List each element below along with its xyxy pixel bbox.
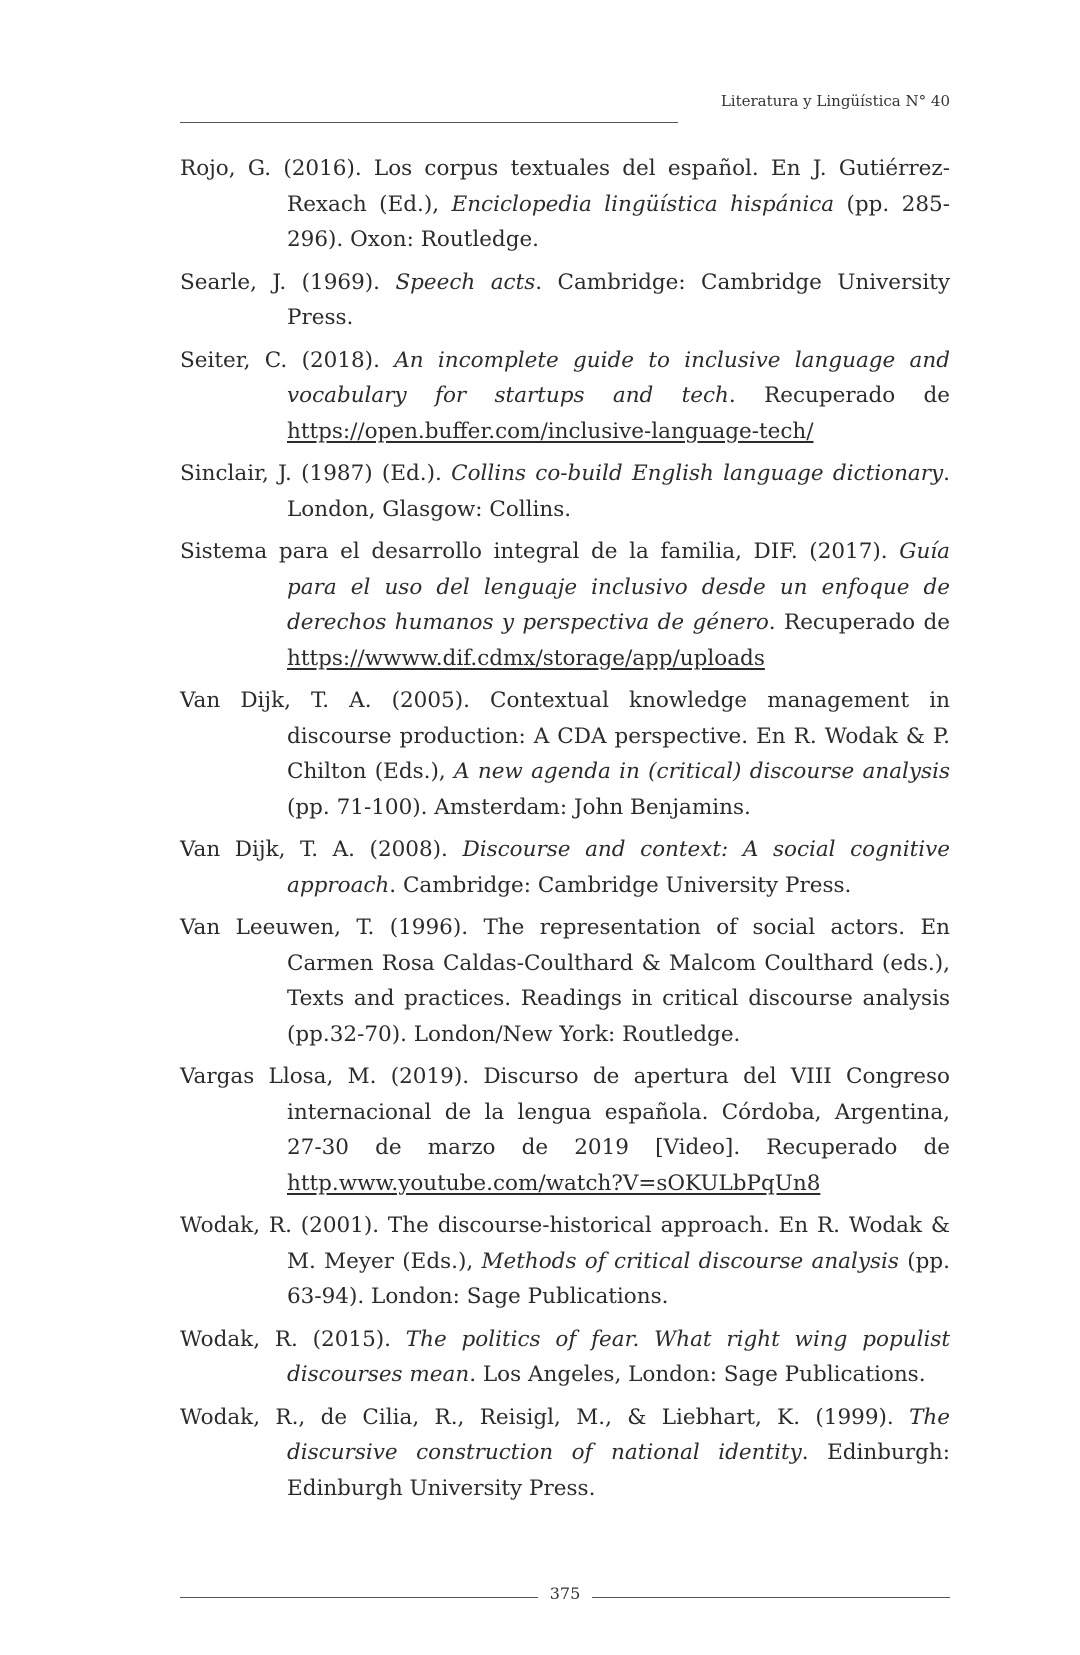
reference-title: Enciclopedia lingüística hispánica	[451, 191, 835, 217]
reference-text: Wodak, R. (2001). The discourse-historical approach. En R. Wodak & M. Meyer (Eds.),	[180, 1213, 950, 1274]
reference-vandijk-2008	[180, 832, 950, 903]
reference-text: Sinclair, J. (1987) (Ed.).	[180, 461, 452, 486]
reference-title: Speech acts	[395, 269, 536, 295]
reference-text: . Edinburgh: Edinburgh University Press.	[287, 1440, 951, 1501]
reference-wodak-2015	[180, 1322, 950, 1393]
page-number: 375	[549, 1584, 581, 1603]
running-title: Literatura y Lingüística N° 40	[720, 92, 950, 110]
reference-sinclair	[180, 456, 950, 527]
reference-title: An incomplete guide to inclusive language and vocabulary for startups and tech	[287, 347, 950, 408]
reference-link[interactable]: http.www.youtube.com/watch?V=sOKULbPqUn8	[287, 1170, 821, 1196]
reference-text: Wodak, R. (2015).	[180, 1326, 406, 1352]
reference-text: Van Dijk, T. A. (2005). Contextual knowledge management in discourse production: A CDA perspective. En R. Wodak & P. Chilton (Eds.),	[180, 688, 950, 784]
reference-text: Van Leeuwen, T. (1996). The representation of social actors. En Carmen Rosa Caldas-Coulthard & Malcom Coulthard (eds.), Texts and practices. Readings in critical discourse analysis (pp.32-70). London/New York: Routledge.	[180, 915, 950, 1047]
reference-text: . London, Glasgow: Collins.	[287, 461, 950, 522]
reference-rojo	[180, 151, 950, 258]
reference-vanleeuwen	[180, 910, 950, 1052]
reference-title: Methods of critical discourse analysis	[481, 1248, 899, 1274]
reference-text: . Recuperado de	[768, 610, 950, 635]
reference-list	[180, 151, 950, 1513]
reference-text: (pp. 63-94). London: Sage Publications.	[287, 1248, 950, 1309]
reference-text: Searle, J. (1969).	[180, 269, 396, 295]
reference-title: The discursive construction of national identity	[287, 1404, 950, 1465]
reference-title: The politics of fear. What right wing populist discourses mean	[287, 1326, 950, 1387]
reference-title: Discourse and context: A social cognitive approach	[287, 837, 950, 898]
reference-text: Wodak, R., de Cilia, R., Reisigl, M., & Liebhart, K. (1999).	[180, 1404, 910, 1430]
reference-vargasllosa	[180, 1059, 950, 1201]
reference-text: . Cambridge: Cambridge University Press.	[287, 269, 950, 330]
reference-text: Seiter, C. (2018).	[180, 347, 395, 373]
reference-text: (pp. 71-100). Amsterdam: John Benjamins.	[287, 794, 751, 820]
reference-wodak-2001	[180, 1208, 950, 1315]
reference-title: Collins co-build English language dictionary	[451, 461, 944, 486]
reference-text: . Cambridge: Cambridge University Press.	[389, 872, 852, 898]
reference-seiter	[180, 343, 950, 450]
reference-text: Vargas Llosa, M. (2019). Discurso de apertura del VIII Congreso internacional de la lengua española. Córdoba, Argentina, 27-30 de marzo de 2019 [Video]. Recuperado de	[180, 1064, 950, 1160]
reference-dif	[180, 534, 950, 676]
footer-rule-right	[592, 1597, 950, 1598]
reference-title: Guía para el uso del lenguaje inclusivo desde un enfoque de derechos humanos y perspectiva de género	[287, 539, 950, 635]
reference-searle	[180, 265, 950, 336]
footer-rule-left	[180, 1597, 538, 1598]
reference-link[interactable]: https://open.buffer.com/inclusive-language-tech/	[287, 418, 814, 444]
header-rule	[180, 122, 678, 123]
reference-wodak-1999	[180, 1400, 950, 1507]
reference-text: Van Dijk, T. A. (2008).	[180, 837, 463, 862]
reference-text: . Recuperado de	[728, 383, 950, 408]
reference-text: Sistema para el desarrollo integral de la familia, DIF. (2017).	[180, 539, 900, 564]
reference-title: A new agenda in (critical) discourse analysis	[454, 759, 950, 784]
reference-vandijk-2005	[180, 683, 950, 825]
reference-link[interactable]: https://wwww.dif.cdmx/storage/app/uploads	[287, 645, 765, 671]
reference-text: . Los Angeles, London: Sage Publications.	[469, 1362, 926, 1387]
reference-text: (pp. 285-296). Oxon: Routledge.	[287, 191, 950, 252]
reference-text: Rojo, G. (2016). Los corpus textuales del español. En J. Gutiérrez-Rexach (Ed.),	[180, 156, 950, 217]
